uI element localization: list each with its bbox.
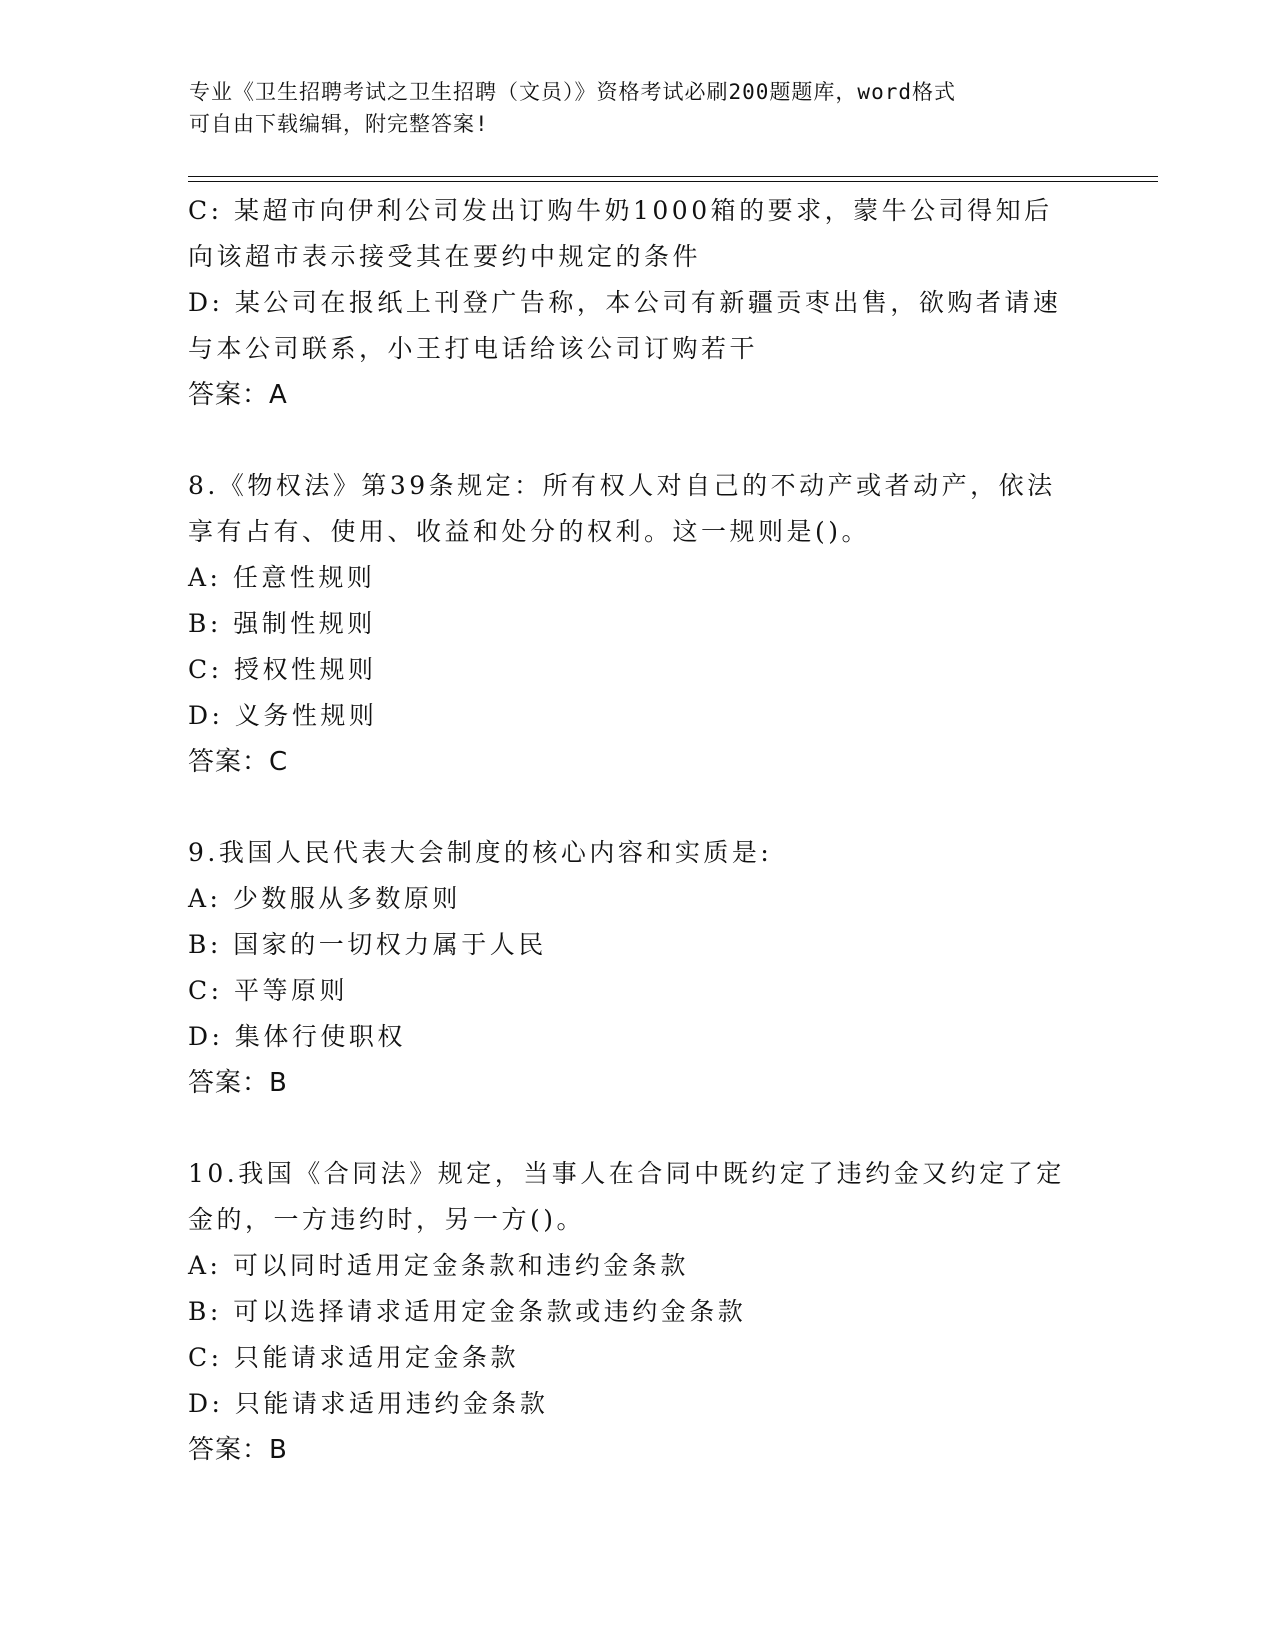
answer: 答案：C xyxy=(188,747,289,777)
option-b: B: 强制性规则 xyxy=(188,609,376,638)
option-a: A: 可以同时适用定金条款和违约金条款 xyxy=(188,1251,689,1280)
option-a: A: 任意性规则 xyxy=(188,563,376,592)
spacer xyxy=(188,785,1088,830)
option-b: B: 国家的一切权力属于人民 xyxy=(188,930,547,959)
option-d: D: 义务性规则 xyxy=(188,701,378,730)
spacer xyxy=(188,418,1088,463)
question-7-continued xyxy=(188,188,1088,418)
option-c: C: 平等原则 xyxy=(188,976,348,1005)
option-c: C: 授权性规则 xyxy=(188,655,377,684)
answer: 答案：A xyxy=(188,380,288,410)
option-d-line-2: 与本公司联系，小王打电话给该公司订购若干 xyxy=(188,334,759,363)
option-d: D: 集体行使职权 xyxy=(188,1022,406,1051)
header-divider-top xyxy=(188,176,1158,177)
spacer xyxy=(188,1106,1088,1151)
question-stem-line-1: 10.我国《合同法》规定，当事人在合同中既约定了违约金又约定了定 xyxy=(188,1159,1065,1188)
question-list xyxy=(188,188,1088,1473)
option-c: C: 只能请求适用定金条款 xyxy=(188,1343,519,1372)
option-a: A: 少数服从多数原则 xyxy=(188,884,461,913)
header-title-line-1: 专业《卫生招聘考试之卫生招聘（文员）》资格考试必刷200题题库，word格式 xyxy=(189,80,956,104)
question-stem-line-2: 金的，一方违约时，另一方()。 xyxy=(188,1205,586,1234)
question-stem-line-2: 享有占有、使用、收益和处分的权利。这一规则是()。 xyxy=(188,517,871,546)
question-stem-line-1: 8.《物权法》第39条规定：所有权人对自己的不动产或者动产，依法 xyxy=(188,471,1056,500)
document-header xyxy=(189,76,1089,140)
answer: 答案：B xyxy=(188,1068,288,1098)
option-d: D: 只能请求适用违约金条款 xyxy=(188,1389,549,1418)
option-c-line-1: C: 某超市向伊利公司发出订购牛奶1000箱的要求，蒙牛公司得知后 xyxy=(188,196,1053,225)
question-stem-line-1: 9.我国人民代表大会制度的核心内容和实质是: xyxy=(188,838,773,867)
question-8 xyxy=(188,463,1088,785)
header-title-line-2: 可自由下载编辑，附完整答案! xyxy=(189,112,489,136)
answer: 答案：B xyxy=(188,1435,288,1465)
option-c-line-2: 向该超市表示接受其在要约中规定的条件 xyxy=(188,242,702,271)
option-d-line-1: D: 某公司在报纸上刊登广告称，本公司有新疆贡枣出售，欲购者请速 xyxy=(188,288,1062,317)
question-9 xyxy=(188,830,1088,1106)
question-10 xyxy=(188,1151,1088,1473)
option-b: B: 可以选择请求适用定金条款或违约金条款 xyxy=(188,1297,747,1326)
header-divider-bottom xyxy=(188,181,1158,182)
